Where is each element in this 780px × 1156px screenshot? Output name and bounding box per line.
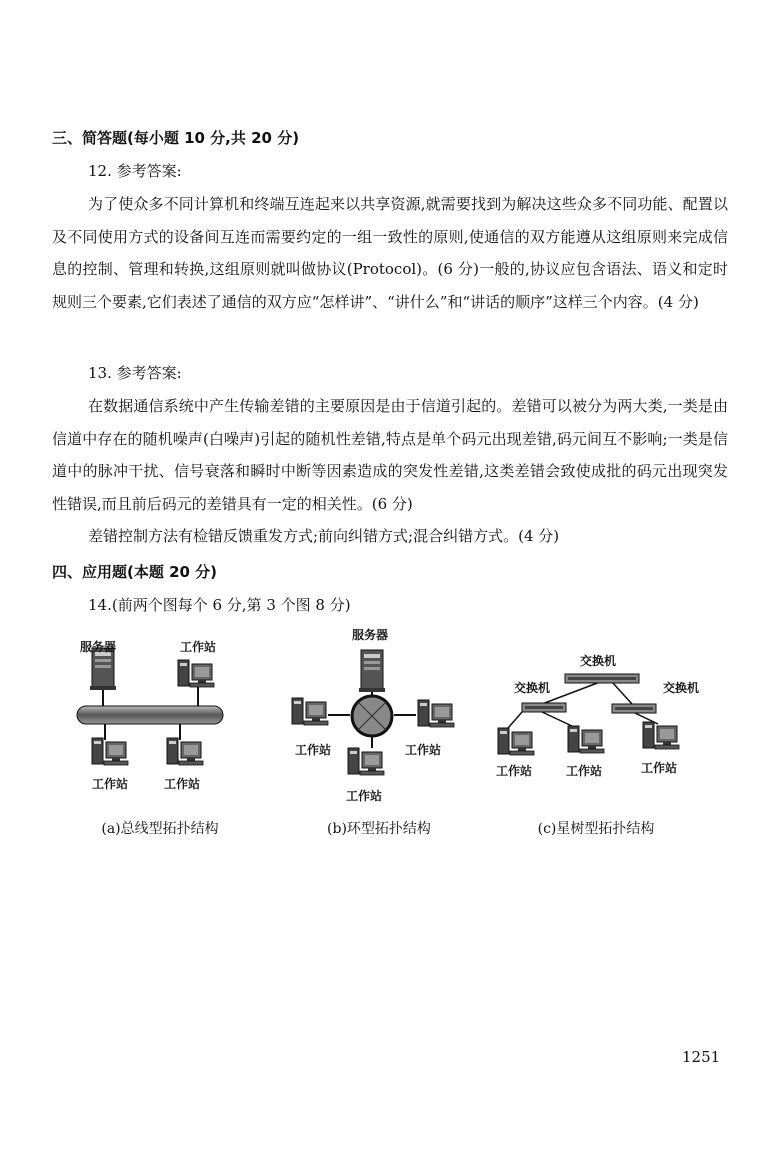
question-13-answer-part2: 差错控制方法有检错反馈重发方式;前向纠错方式;混合纠错方式。(4 分) — [88, 527, 560, 545]
ring-workstation-bottom-icon — [348, 748, 384, 775]
star-tree-topology-caption: (c)星树型拓扑结构 — [537, 821, 655, 837]
ring-server-label: 服务器 — [352, 628, 389, 642]
bus-topology-diagram — [77, 648, 223, 765]
question-12-answer: 为了使众多不同计算机和终端互连起来以共享资源,就需要找到为解决这些众多不同功能、配置以及不同使用方式的设备间互连而需要约定的一组一致性的原则,使通信的双方能遵从这组原则来完成信息的控制、管理和转换,这组原则就叫做协议(Protocol)。(6 分)一般的,协议应包含语法、语义和定时规则三个要素,它们表述了通信的双方应“怎样讲”、“讲什么”和“讲话的顺序”这样三个内容。(4 分) — [52, 195, 728, 311]
bus-workstation-right-icon — [167, 738, 203, 765]
tree-workstation-2-label: 工作站 — [566, 764, 603, 778]
ring-server-icon — [359, 650, 385, 692]
tree-workstation-3-label: 工作站 — [641, 761, 678, 775]
bus-workstation-right-label: 工作站 — [164, 777, 201, 791]
question-13-label: 13. 参考答案: — [88, 364, 182, 382]
ring-workstation-left-label: 工作站 — [295, 743, 332, 757]
bus-workstation-top-icon — [178, 660, 214, 687]
question-14-label: 14.(前两个图每个 6 分,第 3 个图 8 分) — [88, 596, 351, 614]
tree-workstation-3-icon — [643, 722, 679, 749]
tree-workstation-2-icon — [568, 726, 604, 753]
tree-workstation-1-label: 工作站 — [496, 764, 533, 778]
bus-server-label: 服务器 — [80, 640, 117, 654]
left-switch-label: 交换机 — [514, 681, 551, 695]
right-switch-icon — [612, 704, 656, 713]
right-switch-label: 交换机 — [663, 681, 700, 695]
topology-figures — [60, 620, 720, 830]
bus-topology-caption: (a)总线型拓扑结构 — [101, 821, 219, 837]
page-number: 1251 — [682, 1048, 721, 1066]
ring-workstation-right-label: 工作站 — [405, 743, 442, 757]
bus-workstation-left-icon — [92, 738, 128, 765]
ring-workstation-bottom-label: 工作站 — [346, 789, 383, 803]
bus-workstation-top-label: 工作站 — [180, 640, 217, 654]
bus-cable — [77, 706, 223, 724]
top-switch-label: 交换机 — [580, 654, 617, 668]
section-4-heading: 四、应用题(本题 20 分) — [52, 563, 218, 581]
ring-workstation-left-icon — [292, 698, 328, 725]
bus-server-icon — [90, 648, 116, 690]
question-12-label: 12. 参考答案: — [88, 162, 182, 180]
bus-workstation-left-label: 工作站 — [92, 777, 129, 791]
tree-workstation-1-icon — [498, 728, 534, 755]
question-13-answer-part1: 在数据通信系统中产生传输差错的主要原因是由于信道引起的。差错可以被分为两大类,一类是由信道中存在的随机噪声(白噪声)引起的随机性差错,特点是单个码元出现差错,码元间互不影响;一类是信道中的脉冲干扰、信号衰落和瞬时中断等因素造成的突发性差错,这类差错会致使成批的码元出现突发性错误,而且前后码元的差错具有一定的相关性。(6 分) — [52, 397, 728, 513]
ring-topology-caption: (b)环型拓扑结构 — [327, 821, 431, 837]
ring-workstation-right-icon — [418, 700, 454, 727]
section-3-heading: 三、简答题(每小题 10 分,共 20 分) — [52, 129, 300, 147]
left-switch-icon — [522, 703, 566, 712]
